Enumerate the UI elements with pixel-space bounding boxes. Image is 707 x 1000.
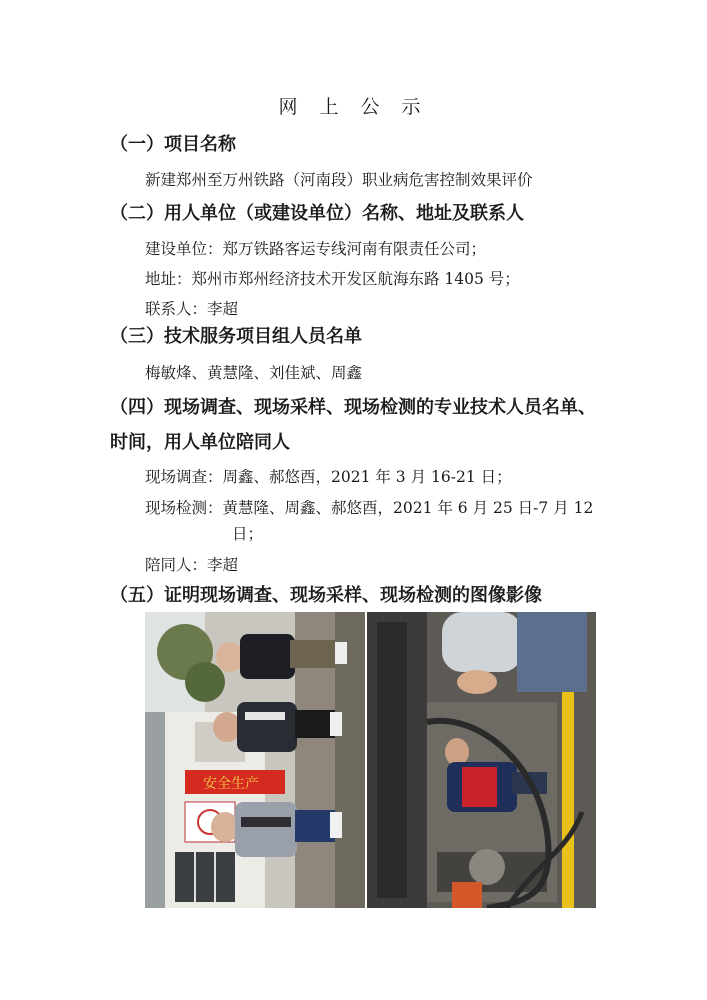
banner-text: 安全生产 [203,776,259,792]
site-testing-photo-image [367,612,596,908]
site-photos [145,612,596,908]
section-1-heading: （一）项目名称 [110,134,236,155]
address-text: 地址：郑州市郑州经济技术开发区航海东路 1405 号； [145,270,520,288]
site-testing-photo [367,612,596,908]
site-survey-text: 现场调查：周鑫、郝悠酉，2021 年 3 月 16-21 日； [145,468,512,486]
section-5-heading: （五）证明现场调查、现场采样、现场检测的图像影像 [110,585,542,606]
section-2-heading: （二）用人单位（或建设单位）名称、地址及联系人 [110,203,524,224]
accompanying-person-text: 陪同人：李超 [145,556,239,574]
project-name-text: 新建郑州至万州铁路（河南段）职业病危害控制效果评价 [145,171,533,189]
site-testing-text-cont: 日； [232,525,264,543]
section-4-heading-line2: 时间，用人单位陪同人 [110,432,290,453]
construction-unit-text: 建设单位：郑万铁路客运专线河南有限责任公司； [145,240,487,258]
site-testing-text: 现场检测：黄慧隆、周鑫、郝悠酉，2021 年 6 月 25 日-7 月 12 [145,499,594,517]
contact-person-text: 联系人：李超 [145,300,239,318]
team-members-text: 梅敏烽、黄慧隆、刘佳斌、周鑫 [145,364,363,382]
section-4-heading-line1: （四）现场调查、现场采样、现场检测的专业技术人员名单、 [110,397,596,418]
section-3-heading: （三）技术服务项目组人员名单 [110,326,362,347]
page-title: 网 上 公 示 [278,96,429,118]
site-survey-photo [145,612,365,908]
site-survey-photo-image [145,612,365,908]
